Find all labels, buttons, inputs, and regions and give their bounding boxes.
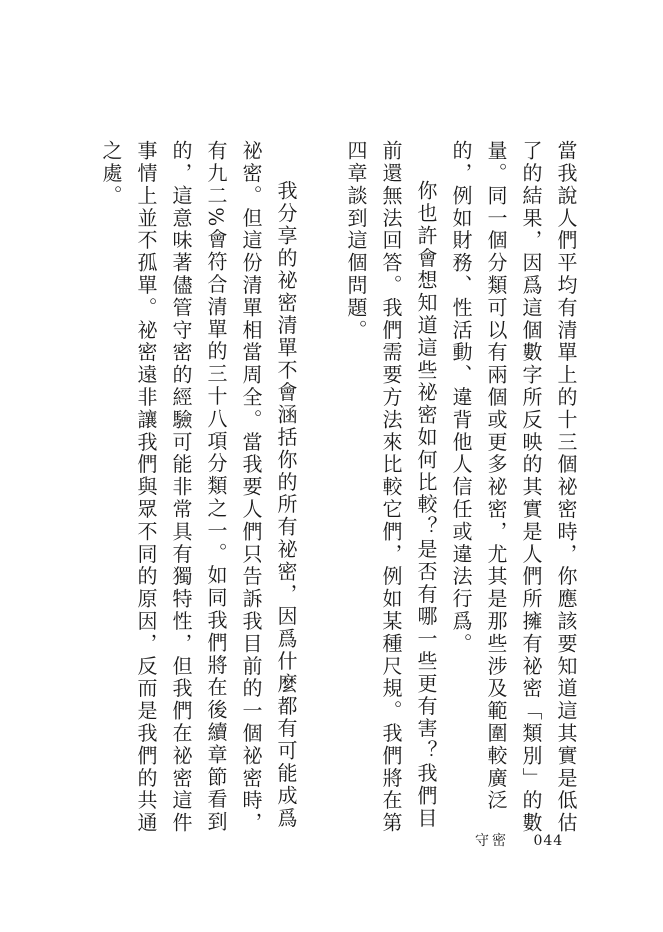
body-text: [99, 140, 583, 840]
paragraph-3: 我分享的祕密清單不會涵括你的所有祕密，因爲什麼都有可能成爲祕密。但這份清單相當周全。當我要人們只告訴我目前的一個祕密時，有九二%會符合清單的三十八項分類之一。如同我們將在後續章節看到的，這意味著儘管守密的經驗可能非常具有獨特性，但我們在祕密這件事情上並不孤單。祕密遠非讓我們與眾不同的原因，反而是我們的共通之處。: [99, 140, 298, 835]
running-title: 守密: [475, 833, 509, 849]
paragraph-2: 你也許會想知道這些祕密如何比較？是否有哪一些更有害？我們目前還無法回答。我們需要方法來比較它們，例如某種尺規。我們將在第四章談到這個問題。: [344, 140, 438, 835]
page-number: 044: [533, 833, 564, 849]
paragraph-gap: [303, 140, 338, 840]
paragraph-1: 當我說人們平均有清單上的十三個祕密時，你應該要知道這其實是低估了的結果，因爲這個數字所反映的其實是人們所擁有祕密「類別」的數量。同一個分類可以有兩個或更多祕密，尤其是那些涉及範圍較廣泛的，例如財務、性活動、違背他人信任或違法行爲。: [449, 140, 578, 835]
page-footer: [475, 830, 605, 854]
